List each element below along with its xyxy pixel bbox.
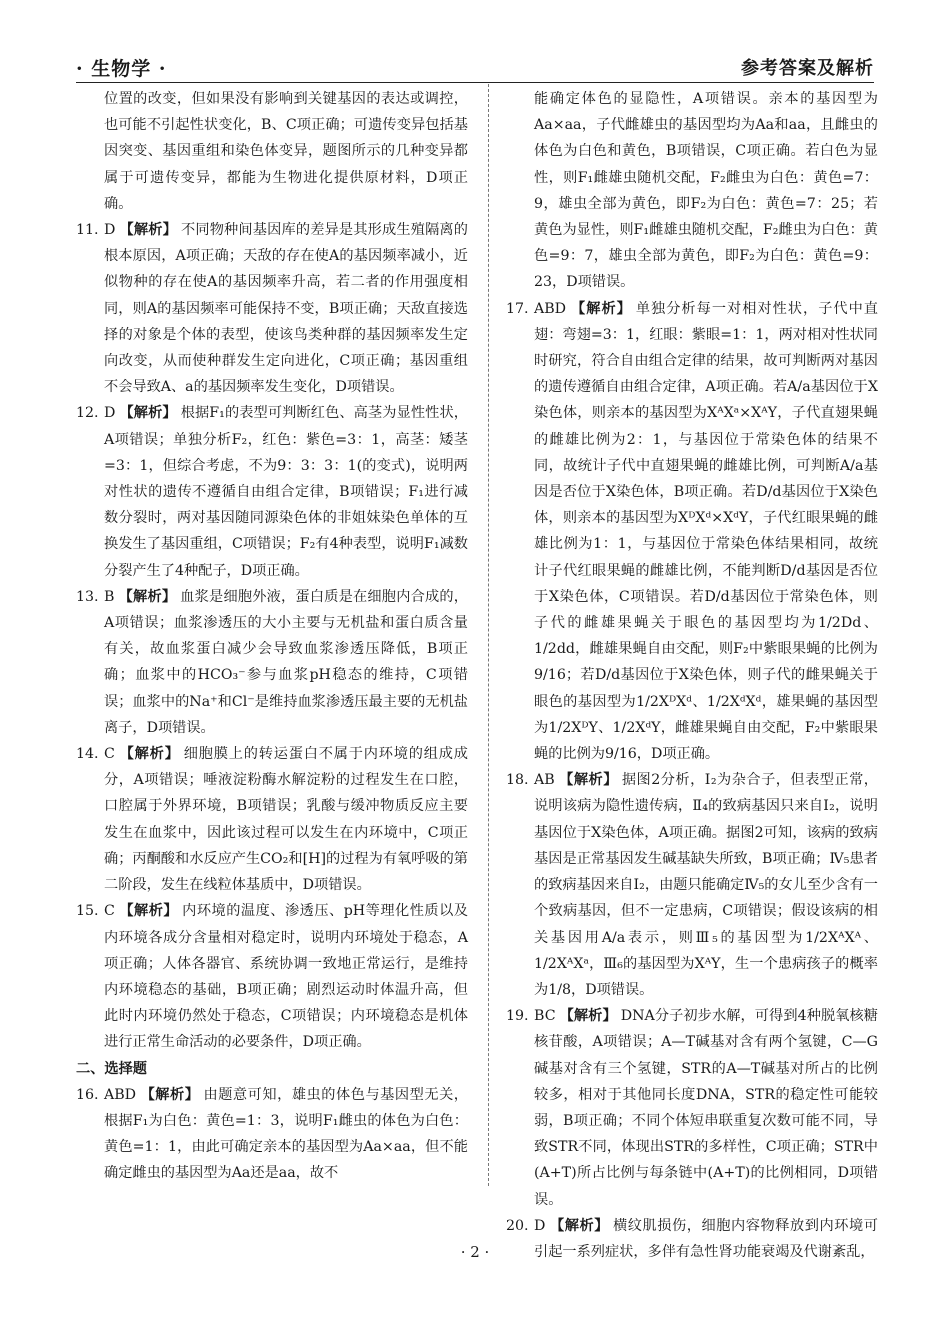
item-answer: C: [104, 746, 115, 763]
item-text: 据图2分析，Ⅰ₂为杂合子，但表型正常，说明该病为隐性遗传病，Ⅱ₄的致病基因只来自Ⅰ₂，说明基因位于X染色体，A项正确。据图2可知，该病的致病基因是正常基因发生碱基缺失所致，B项正确；Ⅳ₅患者的致病基因来自Ⅰ₂，由题只能确定Ⅳ₅的女儿至少含有一个致病基因，但不一定患病，C项错误；假设该病的相关基因用A/a表示，则Ⅲ₅的基因型为1/2XᴬXᴬ、1/2XᴬXᵃ，Ⅲ₆的基因型为XᴬY，生一个患病孩子的概率为1/8，D项错误。: [534, 772, 878, 998]
item-answer: AB: [534, 772, 555, 789]
analysis-tag: 【解析】: [118, 903, 179, 920]
item-text: DNA分子初步水解，可得到4种脱氧核糖核苷酸，A项错误；A—T碱基对含有两个氢键，C—G碱基对含有三个氢键，STR的A—T碱基对所占的比例较多，相对于其他同长度DNA，STR的稳定性可能较弱，B项正确；不同个体短串联重复次数可能不同，导致STR不同，体现出STR的多样性，C项正确；STR中(A+T)所占比例与每条链中(A+T)的比例相同，D项错误。: [534, 1008, 878, 1208]
item-number: 13.: [76, 588, 99, 605]
subject-label: · 生物学 ·: [76, 58, 167, 80]
item-answer: D: [104, 405, 116, 422]
answer-item-11: [76, 217, 468, 400]
item-number: 15.: [76, 903, 99, 920]
answer-item-14: [76, 741, 468, 898]
page-header: [76, 52, 874, 83]
item-text: 内环境的温度、渗透压、pH等理化性质以及内环境各成分含量相对稳定时，说明内环境处于稳态，A项正确；人体各器官、系统协调一致地正常运行，是维持内环境稳态的基础，B项正确；剧烈运动时体温升高，但此时内环境仍然处于稳态，C项错误；内环境稳态是机体进行正常生命活动的必要条件，D项正确。: [104, 903, 468, 1051]
analysis-tag: 【解析】: [140, 1086, 200, 1103]
continuation-text: 位置的改变，但如果没有影响到关键基因的表达或调控，也可能不引起性状变化，B、C项正确；可遗传变异包括基因突变、基因重组和染色体变异，题图所示的几种变异都属于可遗传变异，都能为生物进化提供原材料，D项正确。: [104, 91, 468, 212]
item-answer: ABD: [534, 300, 567, 317]
page-number: · 2 ·: [460, 1243, 490, 1261]
item-text: 不同物种间基因库的差异是其形成生殖隔离的根本原因，A项正确；天敌的存在使A的基因频率减小，近似物种的存在使A的基因频率升高，若二者的作用强度相同，则A的基因频率可能保持不变，B项正确；天敌直接选择的对象是个体的表型，使该鸟类种群的基因频率发生定向改变，从而使种群发生定向进化，C项正确；基因重组不会导致A、a的基因频率发生变化，D项错误。: [104, 222, 468, 396]
item-answer: D: [534, 1217, 546, 1234]
item-number: 11.: [76, 222, 99, 239]
column-divider: [488, 84, 489, 1186]
item-text: 细胞膜上的转运蛋白不属于内环境的组成成分，A项错误；唾液淀粉酶水解淀粉的过程发生在口腔，口腔属于外界环境，B项错误；乳酸与缓冲物质反应主要发生在血浆中，因此该过程可以发生在内环境中，C项正确；丙酮酸和水反应产生CO₂和[H]的过程为有氧呼吸的第二阶段，发生在线粒体基质中，D项错误。: [104, 746, 468, 894]
item-number: 16.: [76, 1086, 99, 1103]
answer-item-19: [506, 1003, 878, 1213]
answer-item-16: [76, 1082, 468, 1187]
item-number: 12.: [76, 405, 99, 422]
left-column: [76, 86, 468, 1184]
analysis-tag: 【解析】: [119, 405, 177, 422]
analysis-tag: 【解析】: [549, 1217, 609, 1234]
item-number: 17.: [506, 300, 529, 317]
section-heading: 二、选择题: [76, 1060, 147, 1077]
header-title: 参考答案及解析: [741, 58, 874, 79]
answer-item-13: [76, 584, 468, 741]
item-number: 18.: [506, 772, 529, 789]
answer-item-15: [76, 898, 468, 1055]
right-column: [506, 86, 878, 1260]
item-number: 19.: [506, 1008, 529, 1025]
continuation-text: 能确定体色的显隐性，A项错误。亲本的基因型为Aa×aa，子代雌雄虫的基因型均为Aa和aa，且雌虫的体色为白色和黄色，B项错误，C项正确。若白色为显性，则F₁雌雄虫随机交配，F₂雌虫为白色：黄色=7：9，雄虫全部为黄色，即F₂为白色：黄色=7：25；若黄色为显性，则F₁雌雄虫随机交配，F₂雌虫为白色：黄色=9：7，雄虫全部为黄色，即F₂为白色：黄色=9：23，D项错误。: [534, 91, 878, 291]
item-number: 20.: [506, 1217, 529, 1234]
analysis-tag: 【解析】: [118, 588, 177, 605]
item-text: 由题意可知，雄虫的体色与基因型无关，根据F₁为白色：黄色=1：3，说明F₁雌虫的体色为白色：黄色=1：1，由此可确定亲本的基因型为Aa×aa，但不能确定雌虫的基因型为Aa还是aa，故不: [104, 1086, 468, 1182]
answer-item-12: [76, 400, 468, 583]
item-answer: B: [104, 588, 115, 605]
item-answer: D: [104, 222, 116, 239]
item-text: 根据F₁的表型可判断红色、高茎为显性性状，A项错误；单独分析F₂，红色：紫色=3：1，高茎：矮茎=3：1，但综合考虑，不为9：3：3：1(的变式)，说明两对性状的遗传不遵循自由组合定律，B项错误；F₁进行减数分裂时，两对基因随同源染色体的非姐妹染色单体的互换发生了基因重组，C项错误；F₂有4种表型，说明F₁减数分裂产生了4种配子，D项正确。: [104, 405, 468, 579]
item-text: 单独分析每一对相对性状，子代中直翅：弯翅=3：1，红眼：紫眼=1：1，两对相对性状同时研究，符合自由组合定律的结果，故可判断两对基因的遗传遵循自由组合定律，A项正确。若A/a基因位于X染色体，则亲本的基因型为XᴬXᵃ×XᴬY，子代直翅果蝇的雌雄比例为2：1，与基因位于常染色体的结果不同，故统计子代中直翅果蝇的雌雄比例，可判断A/a基因是否位于X染色体，B项正确。若D/d基因位于X染色体，则亲本的基因型为XᴰXᵈ×XᵈY，子代红眼果蝇的雌雄比例为1：1，与基因位于常染色体结果相同，故统计子代红眼果蝇的雌雄比例，不能判断D/d基因是否位于X染色体，C项错误。若D/d基因位于常染色体，则子代的雌雄果蝇关于眼色的基因型均为1/2Dd、1/2dd，雌雄果蝇自由交配，则F₂中紫眼果蝇的比例为9/16；若D/d基因位于X染色体，则子代的雌果蝇关于眼色的基因型为1/2XᴰXᵈ、1/2XᵈXᵈ，雄果蝇的基因型为1/2XᴰY、1/2XᵈY，雌雄果蝇自由交配，F₂中紫眼果蝇的比例为9/16，D项正确。: [534, 300, 878, 763]
answer-item-18: [506, 767, 878, 1003]
analysis-tag: 【解析】: [570, 300, 632, 317]
analysis-tag: 【解析】: [118, 746, 180, 763]
analysis-tag: 【解析】: [558, 772, 618, 789]
item-answer: C: [104, 903, 115, 920]
item-number: 14.: [76, 746, 99, 763]
item-text: 血浆是细胞外液，蛋白质是在细胞内合成的，A项错误；血浆渗透压的大小主要与无机盐和蛋白质含量有关，故血浆蛋白减少会导致血浆渗透压降低，B项正确；血浆中的HCO₃⁻参与血浆pH稳态的维持，C项错误；血浆中的Na⁺和Cl⁻是维持血浆渗透压最主要的无机盐离子，D项错误。: [104, 588, 468, 736]
item-answer: BC: [534, 1008, 556, 1025]
item-text: 横纹肌损伤，细胞内容物释放到内环境可引起一系列症状，多伴有急性肾功能衰竭及代谢紊乱，: [534, 1217, 878, 1260]
analysis-tag: 【解析】: [119, 222, 177, 239]
item-answer: ABD: [104, 1086, 137, 1103]
analysis-tag: 【解析】: [559, 1008, 617, 1025]
answer-item-17: [506, 296, 878, 768]
